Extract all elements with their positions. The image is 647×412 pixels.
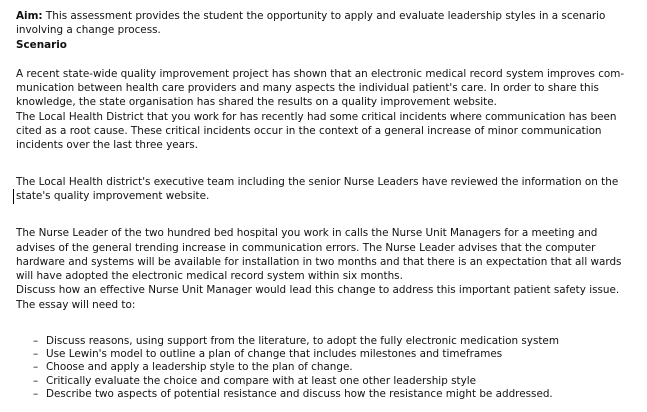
task-text: Use Lewin's model to outline a plan of change that includes milestones and timeframes bbox=[46, 348, 503, 361]
bullet-dash: – bbox=[33, 335, 39, 348]
list-item bbox=[16, 361, 616, 374]
paragraph-line: A recent state-wide quality improvement project has shown that an electronic medical record system improves com- bbox=[16, 67, 625, 80]
task-text: Describe two aspects of potential resistance and discuss how the resistance might be addressed. bbox=[46, 387, 553, 400]
essay-task-list bbox=[16, 335, 616, 401]
paragraph-line-with-caret[interactable] bbox=[16, 189, 616, 203]
bullet-dash: – bbox=[33, 374, 39, 387]
bullet-dash: – bbox=[33, 361, 39, 374]
paragraph-line: The Local Health district's executive team including the senior Nurse Leaders have reviewed the information on the bbox=[16, 175, 619, 188]
list-item bbox=[16, 388, 616, 401]
aim-line-1 bbox=[16, 9, 616, 23]
task-text: Discuss reasons, using support from the literature, to adopt the fully electronic medication system bbox=[46, 335, 559, 348]
aim-line-2: involving a change process. bbox=[16, 24, 161, 37]
paragraph-line: The Nurse Leader of the two hundred bed hospital you work in calls the Nurse Unit Managers for a meeting and bbox=[16, 227, 598, 240]
paragraph-line: The Local Health District that you work for has recently had some critical incidents where communication has been bbox=[16, 110, 617, 123]
task-text: Choose and apply a leadership style to the plan of change. bbox=[46, 361, 353, 374]
bullet-dash: – bbox=[33, 348, 39, 361]
text-cursor bbox=[13, 189, 14, 204]
assessment-document bbox=[16, 9, 625, 401]
scenario-heading: Scenario bbox=[16, 38, 67, 51]
paragraph-line: knowledge, the state organisation has shared the results on a quality improvement website. bbox=[16, 96, 497, 109]
aim-label: Aim: bbox=[16, 10, 43, 22]
paragraph-line: The essay will need to: bbox=[16, 298, 136, 311]
task-text: Critically evaluate the choice and compare with at least one other leadership style bbox=[46, 374, 477, 387]
list-item bbox=[16, 375, 616, 388]
paragraph-line: cited as a root cause. These critical incidents occur in the context of a general increase of minor communication bbox=[16, 125, 602, 138]
aim-text-1: This assessment provides the student the opportunity to apply and evaluate leadership styles in a scenario bbox=[42, 10, 606, 22]
scenario-paragraph-1 bbox=[16, 67, 625, 153]
paragraph-line: Discuss how an effective Nurse Unit Manager would lead this change to address this important patient safety issue. bbox=[16, 284, 620, 297]
paragraph-line: hardware and systems will be available for installation in two months and that there is an expectation that all wards bbox=[16, 255, 622, 268]
paragraph-line: advises of the general trending increase in communication errors. The Nurse Leader advises that the computer bbox=[16, 241, 596, 254]
scenario-paragraph-3 bbox=[16, 226, 622, 312]
scenario-paragraph-2 bbox=[16, 175, 619, 204]
paragraph-line: will have adopted the electronic medical record system within six months. bbox=[16, 270, 403, 283]
bullet-dash: – bbox=[33, 387, 39, 400]
list-item bbox=[16, 335, 616, 348]
paragraph-line: munication between health care providers and many aspects the individual patient's care. In order to share this bbox=[16, 82, 599, 95]
list-item bbox=[16, 348, 616, 361]
paragraph-text: state's quality improvement website. bbox=[16, 189, 210, 202]
paragraph-line: incidents over the last three years. bbox=[16, 139, 198, 152]
